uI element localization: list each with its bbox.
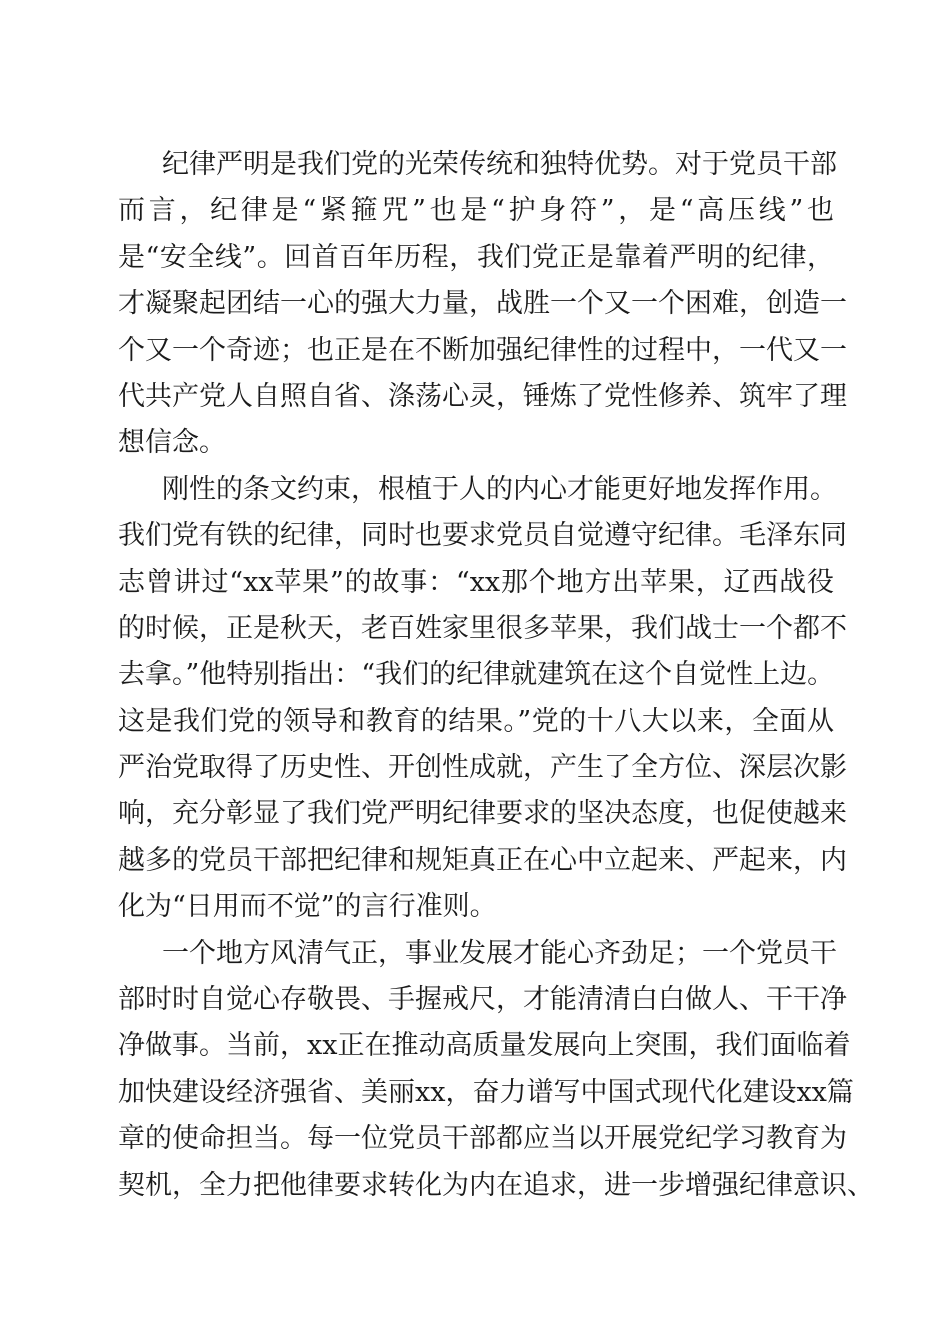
paragraph-line: 部时时自觉心存敬畏、手握戒尺，才能清清白白做人、干干净 [118, 984, 847, 1016]
paragraph-discipline-tradition [118, 142, 847, 467]
paragraph-line: 纪律严明是我们党的光荣传统和独特优势。对于党员干部 [162, 149, 837, 180]
paragraph-line: 一个地方风清气正，事业发展才能心齐劲足；一个党员干 [162, 937, 837, 969]
paragraph-line: 刚性的条文约束，根植于人的内心才能更好地发挥作用。 [162, 473, 837, 505]
paragraph-line: 契机，全力把他律要求转化为内在追求，进一步增强纪律意识、 [118, 1169, 874, 1201]
paragraph-line: 的时候，正是秋天，老百姓家里很多苹果，我们战士一个都不 [118, 612, 847, 644]
paragraph-line: 而言，纪律是“紧箍咒”也是“护身符”，是“高压线”也 [118, 195, 834, 227]
paragraph-line: 响，充分彰显了我们党严明纪律要求的坚决态度，也促使越来 [118, 798, 847, 830]
paragraph-line: 越多的党员干部把纪律和规矩真正在心中立起来、严起来，内 [118, 844, 847, 876]
paragraph-self-discipline [118, 467, 847, 931]
paragraph-line: 是“安全线”。回首百年历程，我们党正是靠着严明的纪律， [118, 241, 834, 273]
paragraph-line: 个又一个奇迹；也正是在不断加强纪律性的过程中，一代又一 [118, 334, 847, 366]
paragraph-line: 想信念。 [118, 427, 226, 459]
paragraph-line: 严治党取得了历史性、开创性成就，产生了全方位、深层次影 [118, 752, 847, 784]
paragraph-line: 志曾讲过“xx苹果”的故事：“xx那个地方出苹果，辽西战役 [118, 566, 834, 598]
paragraph-clean-governance [118, 931, 874, 1209]
paragraph-line: 净做事。当前，xx正在推动高质量发展向上突围，我们面临着 [118, 1030, 851, 1062]
paragraph-line: 这是我们党的领导和教育的结果。”党的十八大以来，全面从 [118, 705, 834, 737]
paragraph-line: 加快建设经济强省、美丽xx，奋力谱写中国式现代化建设xx篇 [118, 1076, 854, 1108]
paragraph-line: 去拿。”他特别指出：“我们的纪律就建筑在这个自觉性上边。 [118, 659, 835, 691]
paragraph-line: 章的使命担当。每一位党员干部都应当以开展党纪学习教育为 [118, 1123, 847, 1155]
paragraph-line: 我们党有铁的纪律，同时也要求党员自觉遵守纪律。毛泽东同 [118, 520, 847, 552]
paragraph-line: 化为“日用而不觉”的言行准则。 [118, 891, 497, 923]
document-body [118, 142, 874, 1209]
paragraph-line: 才凝聚起团结一心的强大力量，战胜一个又一个困难，创造一 [118, 288, 847, 320]
paragraph-line: 代共产党人自照自省、涤荡心灵，锤炼了党性修养、筑牢了理 [118, 380, 847, 412]
